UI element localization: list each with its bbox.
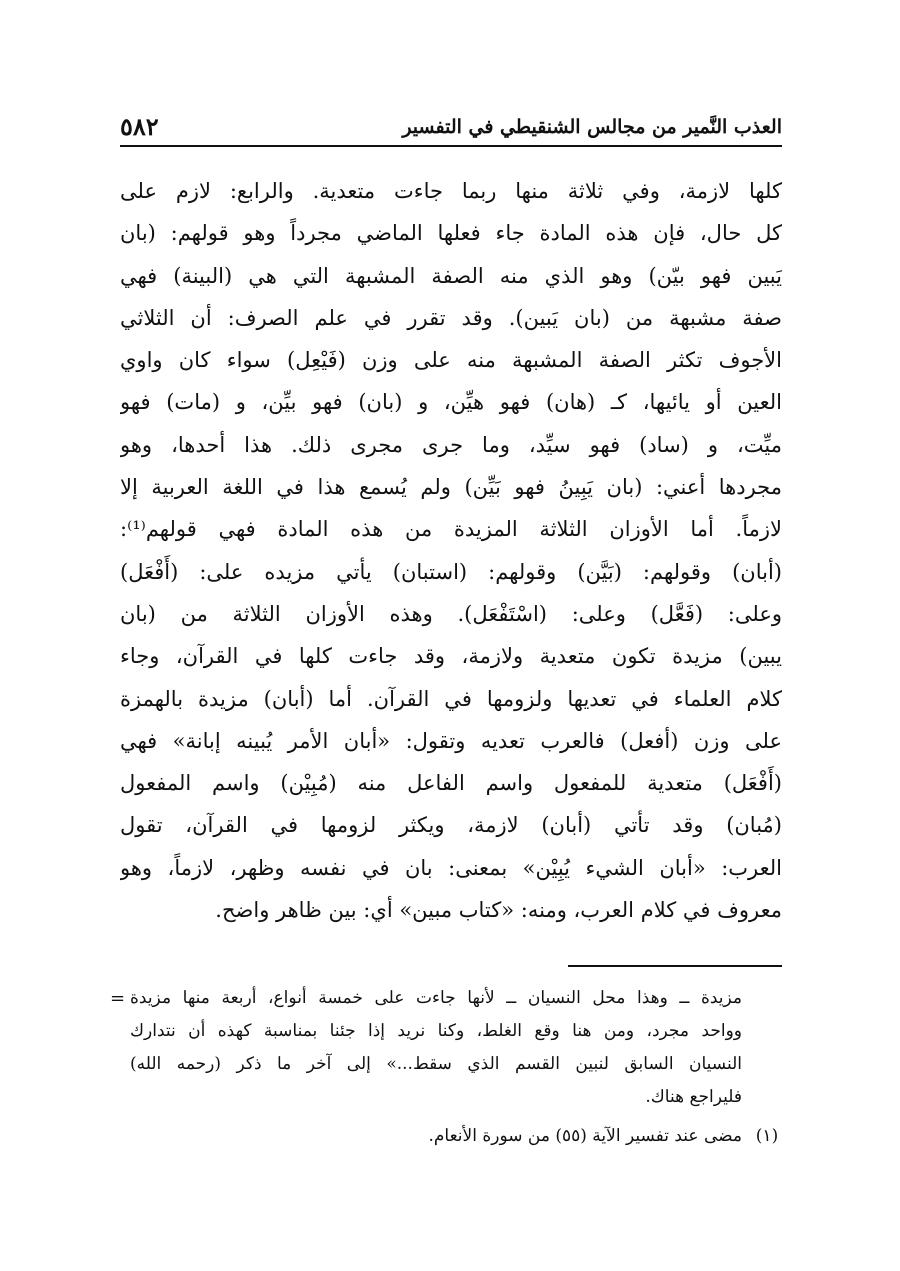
text-line: مجردها أعني: (بان يَبِينُ فهو بَيِّن) ولم يُسمع هذا في اللغة العربية إلا <box>120 475 782 500</box>
text-line: على وزن (أفعل) فالعرب تعديه وتقول: «أبان الأمر يُبينه إبانة» فهي <box>120 728 782 753</box>
text-line: كل حال، فإن هذه المادة جاء فعلها الماضي مجرداً وهو قولهم: (بان <box>120 221 782 246</box>
main-text <box>120 170 782 931</box>
text-line: كلها لازمة، وفي ثلاثة منها ربما جاءت متعدية. والرابع: لازم على <box>120 179 782 203</box>
text-line: صفة مشبهة من (بان يَبين). وقد تقرر في علم الصرف: أن الثلاثي <box>120 305 782 330</box>
text-line: وعلى: (فَعَّل) وعلى: (اسْتَفْعَل). وهذه الأوزان الثلاثة من (بان <box>120 601 782 626</box>
text-line: الأجوف تكثر الصفة المشبهة منه على وزن (فَيْعِل) سواء كان واوي <box>120 348 782 373</box>
footnote-number: (١) <box>755 1126 779 1146</box>
footnote-1 <box>130 1120 782 1153</box>
text-line: كلام العلماء في تعديها ولزومها في القرآن. أما (أبان) مزيدة بالهمزة <box>120 686 782 711</box>
footnote-continued <box>110 982 782 1114</box>
footnote-line: النسيان السابق لنبين القسم الذي سقط...» إلى آخر ما ذكر (رحمه الله) <box>130 1054 742 1074</box>
text-line: العين أو يائيها، كـ (هان) فهو هيِّن، و (بان) فهو بيِّن، و (مات) فهو <box>120 390 782 415</box>
text-line: (أبان) وقولهم: (بَيَّن) وقولهم: (استبان) يأتي مزيده على: (أَفْعَل) <box>120 559 782 584</box>
header-rule <box>120 145 782 147</box>
footnotes <box>110 982 782 1153</box>
footnote-line: وواحد مجرد، ومن هنا وقع الغلط، وكنا نريد إذا جئنا بمناسبة كهذه أن نتدارك <box>130 1021 742 1041</box>
page-header <box>120 112 782 148</box>
running-title: العذب النَّمير من مجالس الشنقيطي في التفسير <box>402 116 782 138</box>
text-line: (أَفْعَل) متعدية للمفعول واسم الفاعل منه (مُبِيْن) واسم المفعول <box>120 771 782 796</box>
text-line: العرب: «أبان الشيء يُبِيْن» بمعنى: بان في نفسه وظهر، لازماً، وهو <box>120 855 782 880</box>
text-line: معروف في كلام العرب، ومنه: «كتاب مبين» أي: بين ظاهر واضح. <box>215 898 782 923</box>
text-line: يبين) مزيدة تكون متعدية ولازمة، وقد جاءت كلها في القرآن، وجاء <box>120 644 782 669</box>
footnote-line: مزيدة ــ وهذا محل النسيان ــ لأنها جاءت على خمسة أنواع، أربعة منها مزيدة <box>130 988 742 1008</box>
footnote-separator <box>568 965 782 967</box>
page-number: ٥٨٢ <box>120 112 159 141</box>
text-line: لازماً. أما الأوزان الثلاثة المزيدة من هذه المادة فهي قولهم⁽¹⁾: <box>120 517 782 542</box>
text-line: يَبين فهو بيّن) وهو الذي منه الصفة المشبهة التي هي (البينة) فهي <box>120 263 782 288</box>
footnote-line: فليراجع هناك. <box>645 1087 742 1107</box>
footnote-text: مضى عند تفسير الآية (٥٥) من سورة الأنعام. <box>428 1126 742 1146</box>
continuation-marker: = <box>110 988 126 1009</box>
text-line: (مُبان) وقد تأتي (أبان) لازمة، ويكثر لزومها في القرآن، تقول <box>120 813 782 838</box>
text-line: ميِّت، و (ساد) فهو سيِّد، وما جرى مجرى ذلك. هذا أحدها، وهو <box>120 432 782 457</box>
